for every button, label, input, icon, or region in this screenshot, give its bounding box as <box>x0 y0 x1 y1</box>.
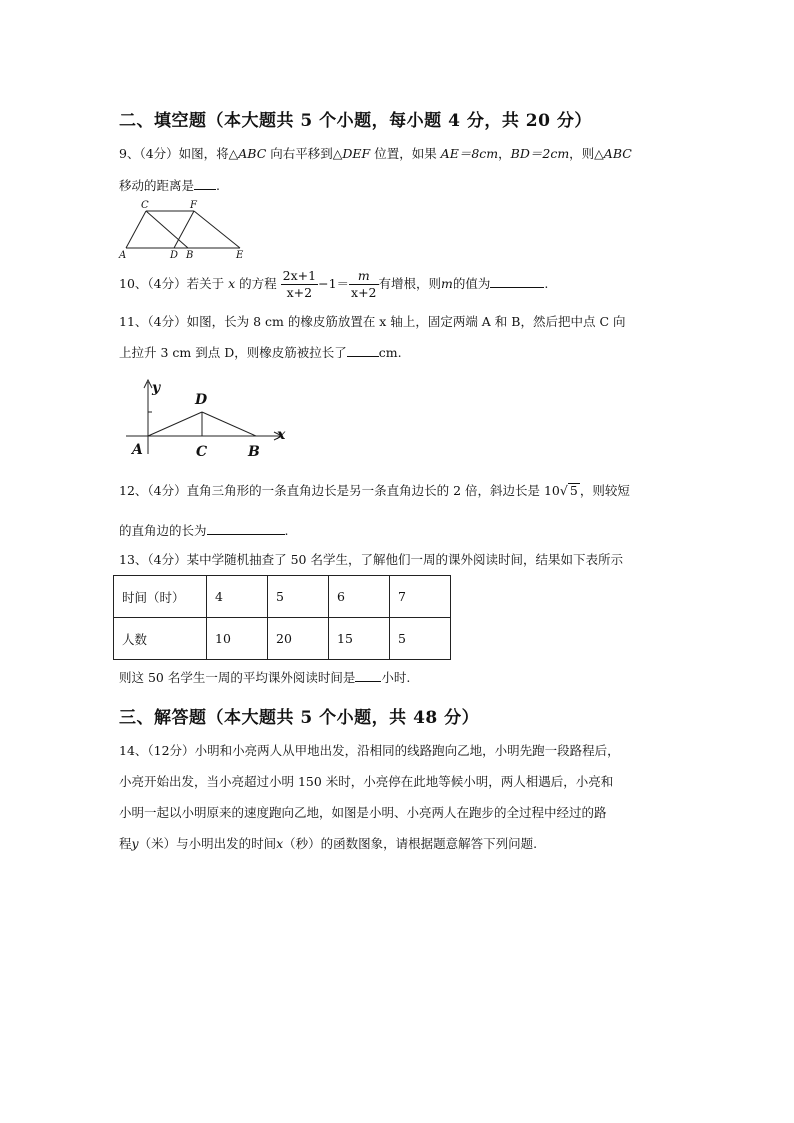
q9-label-d: D <box>170 250 179 260</box>
q11-segment-db <box>202 412 256 436</box>
q9-side-df <box>174 211 194 248</box>
q9-label-b: B <box>186 250 194 260</box>
q11-label-x: x <box>277 427 286 443</box>
q14-line1: 14、（12分）小明和小亮两人从甲地出发，沿相同的线路跑向乙地，小明先跑一段路程后， <box>119 743 620 758</box>
q11-answer-blank <box>347 344 379 357</box>
q11-segment-ad <box>148 412 202 436</box>
q10-answer-blank <box>490 275 544 288</box>
q9-figure <box>116 198 256 260</box>
table-cell: 时间（时） <box>114 576 207 618</box>
q9-side-ac <box>126 211 146 248</box>
q11-number: 11、（4分） <box>119 314 187 329</box>
q11-label-b: B <box>248 444 260 460</box>
table-row <box>114 618 451 660</box>
q14-line2: 小亮开始出发，当小亮超过小明 150 米时，小亮停在此地等候小明，两人相遇后，小亮和 <box>119 774 614 789</box>
table-cell: 20 <box>268 618 329 660</box>
q11-label-c: C <box>196 444 208 460</box>
table-cell: 10 <box>207 618 268 660</box>
q12-sqrt: 5 <box>569 483 578 498</box>
q9-label-e: E <box>236 250 244 260</box>
q11-line1: 11、（4分）如图，长为 8 cm 的橡皮筋放置在 x 轴上，固定两端 A 和 B，然后把中点 C 向 <box>119 314 626 329</box>
q9-label-c: C <box>141 200 149 211</box>
table-cell: 5 <box>268 576 329 618</box>
q9-answer-blank <box>194 177 216 190</box>
q13-number: 13、（4分） <box>119 552 187 567</box>
q9-line2: 移动的距离是 . <box>119 178 220 193</box>
q10-number: 10、（4分） <box>119 276 187 291</box>
table-cell: 6 <box>329 576 390 618</box>
table-cell: 4 <box>207 576 268 618</box>
table-cell: 15 <box>329 618 390 660</box>
q9-side-cb <box>146 211 188 248</box>
section-3-title: 三、解答题（本大题共 5 个小题，共 48 分） <box>119 708 480 728</box>
table-cell: 5 <box>390 618 451 660</box>
q11-label-a: A <box>132 442 143 458</box>
q14-line4: 程y（米）与小明出发的时间x（秒）的函数图象，请根据题意解答下列问题. <box>119 836 538 851</box>
q12-line2: 的直角边的长为 . <box>119 523 289 538</box>
q13-after: 则这 50 名学生一周的平均课外阅读时间是 小时. <box>119 670 411 685</box>
q13-line1: 13、（4分）某中学随机抽查了 50 名学生，了解他们一周的课外阅读时间，结果如下表所示 <box>119 552 623 567</box>
q10-fraction-2: $\frac{m}{x+2}$ <box>351 268 377 300</box>
q12-line1: 12、（4分）直角三角形的一条直角边长是另一条直角边长的 2 倍，斜边长是 10√ 5 ，则较短 <box>119 483 630 498</box>
q9-label-f: F <box>190 200 197 211</box>
table-cell: 人数 <box>114 618 207 660</box>
q9-label-a: A <box>119 250 127 260</box>
q11-label-d: D <box>195 392 208 408</box>
q11-line2: 上拉升 3 cm 到点 D，则橡皮筋被拉长了 cm. <box>119 345 402 360</box>
table-row <box>114 576 451 618</box>
table-cell: 7 <box>390 576 451 618</box>
q10-line: 10、（4分）若关于 x 的方程 $\frac{2x+1}{x+2}$ −1＝ $\frac{m}{x+2}$ 有增根，则m的值为 . <box>119 268 549 300</box>
q13-table <box>113 575 451 660</box>
q11-label-y: y <box>152 380 161 396</box>
q11-figure <box>122 376 292 460</box>
q9-line1: 9、（4分）如图，将△ABC 向右平移到△DEF 位置，如果 AE＝8cm，BD＝2cm，则△ABC <box>119 146 632 161</box>
q9-side-fe <box>194 211 240 248</box>
q13-answer-blank <box>355 669 381 682</box>
q14-line3: 小明一起以小明原来的速度跑向乙地，如图是小明、小亮两人在跑步的全过程中经过的路 <box>119 805 607 820</box>
q12-answer-blank <box>207 522 285 535</box>
q14-number: 14、（12分） <box>119 743 195 758</box>
section-2-title: 二、填空题（本大题共 5 个小题，每小题 4 分，共 20 分） <box>119 111 592 131</box>
q12-number: 12、（4分） <box>119 483 187 498</box>
q9-number: 9、（4分） <box>119 146 179 161</box>
q10-fraction-1: $\frac{2x+1}{x+2}$ <box>282 268 317 300</box>
